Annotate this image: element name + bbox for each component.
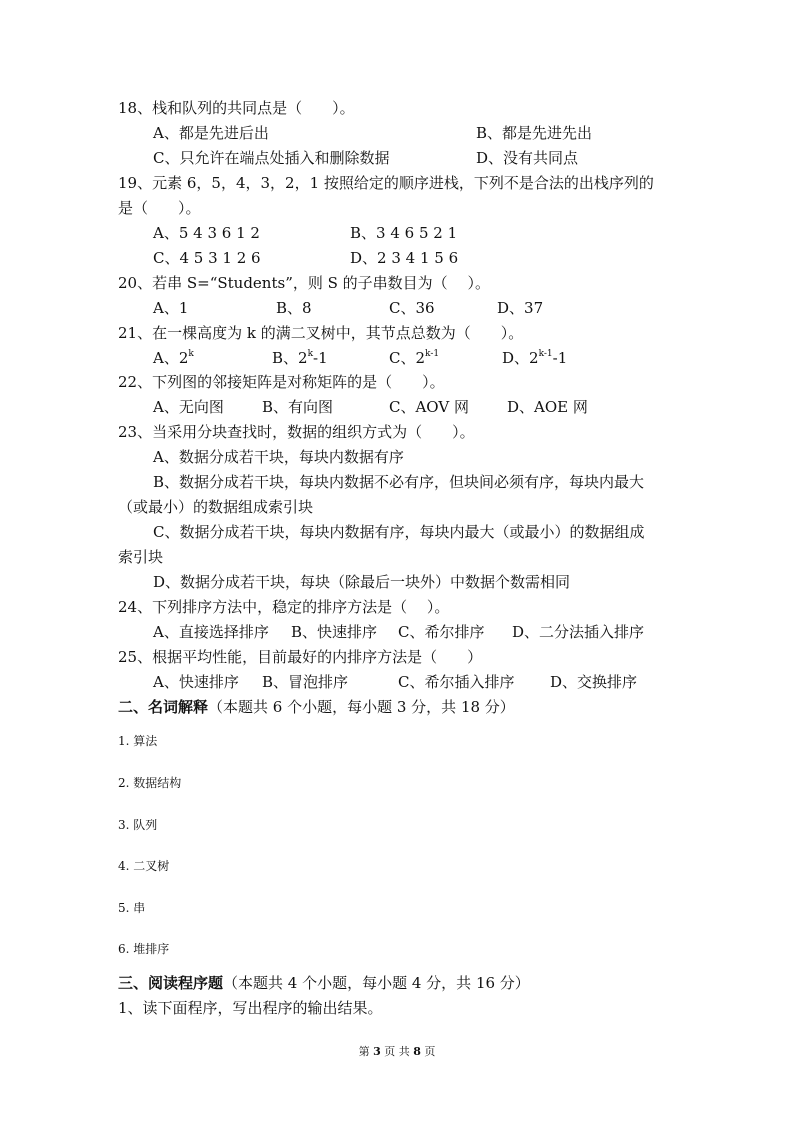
option-d: [502, 349, 567, 367]
section-note: （本题共 4 个小题，每小题 4 分，共 16 分）: [223, 974, 530, 992]
question-stem: 24、下列排序方法中，稳定的排序方法是（ ）。: [118, 598, 450, 616]
option-label: B、2: [272, 349, 308, 367]
section-title: 二、名词解释: [118, 698, 209, 716]
question-stem: 18、栈和队列的共同点是（ ）。: [118, 99, 355, 117]
term-item: 6. 堆排序: [118, 942, 170, 956]
option-b-cont: （或最小）的数据组成索引块: [118, 498, 314, 516]
exponent: k-1: [538, 349, 553, 359]
option-b: B、都是先进先出: [476, 124, 593, 142]
option-d: D、二分法插入排序: [512, 623, 645, 641]
option-c: C、4 5 3 1 2 6: [153, 249, 261, 267]
option-b: B、3 4 6 5 2 1: [350, 224, 458, 242]
exponent: k: [188, 349, 194, 359]
option-a: A、数据分成若干块，每块内数据有序: [153, 448, 404, 466]
term-item: 3. 队列: [118, 818, 158, 832]
option-d: D、37: [497, 299, 544, 317]
option-a: A、1: [153, 299, 189, 317]
question-stem-cont: 是（ ）。: [118, 199, 201, 217]
option-d: D、AOE 网: [507, 398, 588, 416]
question-stem: 1、读下面程序，写出程序的输出结果。: [118, 999, 383, 1017]
option-a: A、直接选择排序: [153, 623, 269, 641]
question-stem: 20、若串 S=“Students”，则 S 的子串数目为（ ）。: [118, 274, 490, 292]
section-heading: [118, 974, 530, 992]
option-d: D、交换排序: [550, 673, 638, 691]
section-heading: [118, 698, 515, 716]
term-item: 1. 算法: [118, 734, 158, 748]
option-c: C、只允许在端点处插入和删除数据: [153, 149, 390, 167]
option-a: A、都是先进后出: [153, 124, 269, 142]
page-footer: [0, 1043, 794, 1061]
question-stem: 21、在一棵高度为 k 的满二叉树中，其节点总数为（ ）。: [118, 324, 524, 342]
option-label: D、2: [502, 349, 539, 367]
question-stem: 23、当采用分块查找时，数据的组织方式为（ ）。: [118, 423, 475, 441]
option-b: B、数据分成若干块，每块内数据不必有序，但块间必须有序，每块内最大: [153, 473, 645, 491]
option-b: B、有向图: [262, 398, 334, 416]
option-c: [389, 349, 439, 367]
term-item: 2. 数据结构: [118, 776, 182, 790]
page-number: 3: [373, 1045, 381, 1058]
option-c-cont: 索引块: [118, 548, 164, 566]
option-tail: -1: [552, 349, 568, 367]
option-d: D、没有共同点: [476, 149, 579, 167]
option-a: A、无向图: [153, 398, 224, 416]
footer-text: 页 共: [380, 1045, 414, 1058]
option-b: B、8: [276, 299, 312, 317]
option-b: B、快速排序: [291, 623, 378, 641]
question-stem: 22、下列图的邻接矩阵是对称矩阵的是（ ）。: [118, 373, 445, 391]
section-note: （本题共 6 个小题，每小题 3 分，共 18 分）: [208, 698, 515, 716]
footer-text: 页: [420, 1045, 436, 1058]
option-c: C、希尔插入排序: [398, 673, 515, 691]
footer-text: 第: [358, 1045, 374, 1058]
option-tail: -1: [313, 349, 328, 367]
section-title: 三、阅读程序题: [118, 974, 224, 992]
question-stem: 19、元素 6，5，4，3，2，1 按照给定的顺序进栈，下列不是合法的出栈序列的: [118, 174, 654, 192]
option-c: C、AOV 网: [389, 398, 469, 416]
option-d: D、数据分成若干块，每块（除最后一块外）中数据个数需相同: [153, 573, 571, 591]
option-label: C、2: [389, 349, 426, 367]
option-c: C、数据分成若干块，每块内数据有序，每块内最大（或最小）的数据组成: [153, 523, 645, 541]
option-b: [272, 349, 328, 367]
term-item: 4. 二叉树: [118, 859, 170, 873]
term-item: 5. 串: [118, 901, 146, 915]
option-c: C、希尔排序: [398, 623, 485, 641]
exponent: k: [307, 349, 314, 359]
page-total: 8: [413, 1045, 421, 1058]
option-label: A、2: [153, 349, 189, 367]
option-b: B、冒泡排序: [262, 673, 349, 691]
option-c: C、36: [389, 299, 435, 317]
question-stem: 25、根据平均性能，目前最好的内排序方法是（ ）: [118, 648, 483, 666]
option-a: A、5 4 3 6 1 2: [153, 224, 260, 242]
option-a: A、快速排序: [153, 673, 239, 691]
exponent: k-1: [425, 349, 440, 359]
option-a: [153, 349, 194, 367]
option-d: D、2 3 4 1 5 6: [350, 249, 459, 267]
